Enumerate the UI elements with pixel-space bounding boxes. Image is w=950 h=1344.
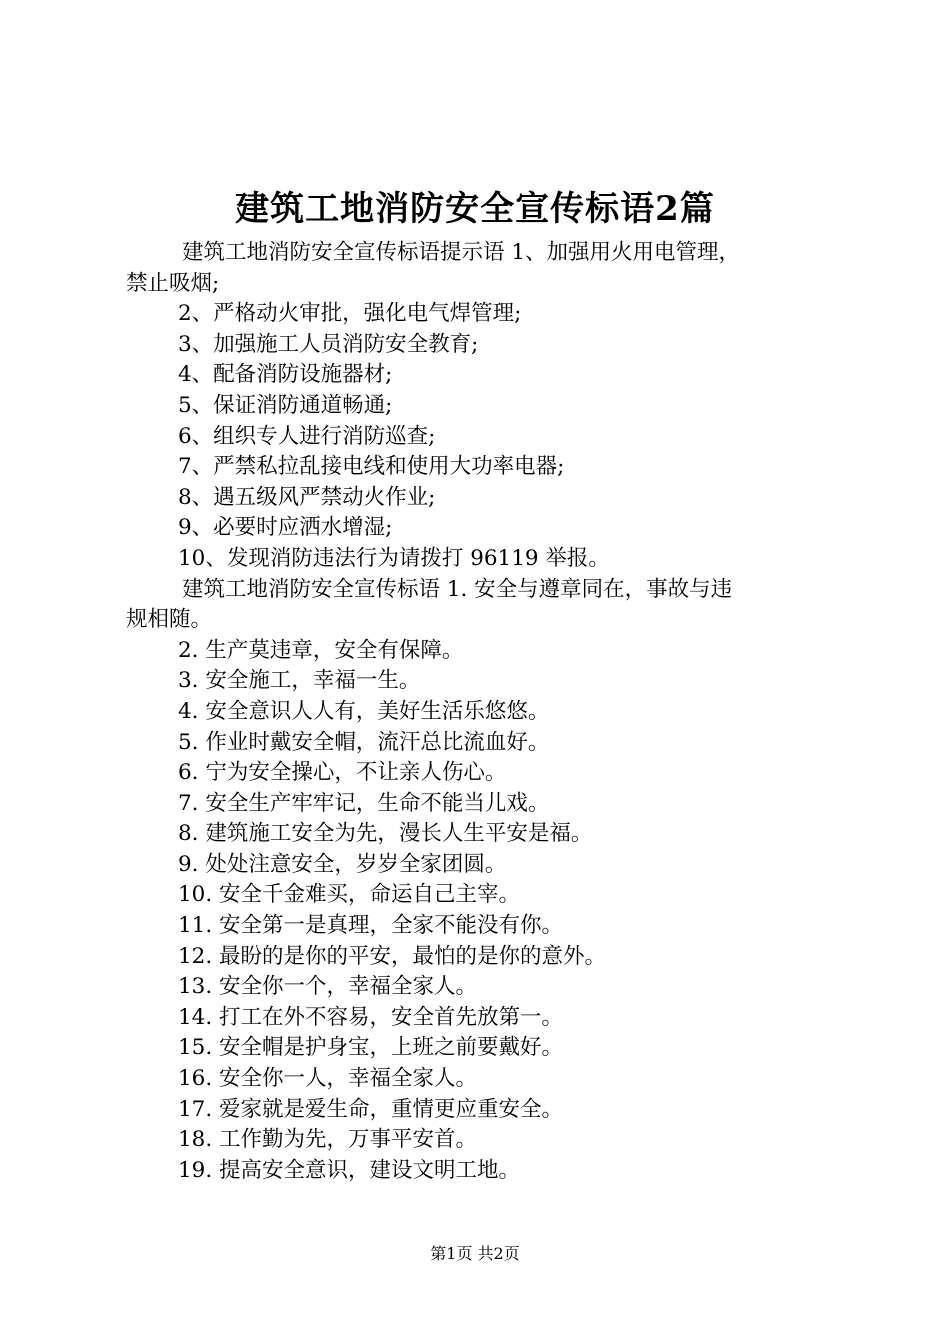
list-item: 14. 打工在外不容易，安全首先放第一。 [178, 1004, 564, 1030]
list-item: 6. 宁为安全操心，不让亲人伤心。 [178, 760, 507, 786]
list-item: 18. 工作勤为先，万事平安首。 [178, 1127, 478, 1153]
list-item: 17. 爱家就是爱生命，重情更应重安全。 [178, 1096, 564, 1122]
list-item: 13. 安全你一个，幸福全家人。 [178, 974, 478, 1000]
section2-intro-line1: 建筑工地消防安全宣传标语 1. 安全与遵章同在，事故与违 [182, 576, 733, 602]
list-item: 5、保证消防通道畅通; [178, 392, 393, 418]
list-item: 8、遇五级风严禁动火作业; [178, 484, 436, 510]
list-item: 8. 建筑施工安全为先，漫长人生平安是福。 [178, 821, 593, 847]
document-body [126, 238, 841, 1186]
list-item: 11. 安全第一是真理，全家不能没有你。 [178, 913, 564, 939]
list-item: 3、加强施工人员消防安全教育; [178, 331, 479, 357]
list-item: 16. 安全你一人，幸福全家人。 [178, 1066, 478, 1092]
list-item: 2. 生产莫违章，安全有保障。 [178, 637, 464, 663]
section1-intro-line1: 建筑工地消防安全宣传标语提示语 1、加强用火用电管理， [182, 240, 741, 265]
list-item: 4、配备消防设施器材; [178, 362, 393, 388]
list-item: 2、严格动火审批，强化电气焊管理; [178, 301, 522, 327]
list-item: 7、严禁私拉乱接电线和使用大功率电器; [178, 454, 565, 480]
list-item: 4. 安全意识人人有，美好生活乐悠悠。 [178, 698, 550, 724]
section2-intro-line2: 规相随。 [126, 607, 213, 633]
list-item: 6、组织专人进行消防巡查; [178, 423, 436, 449]
list-item: 9. 处处注意安全，岁岁全家团圆。 [178, 851, 507, 877]
list-item: 3. 安全施工，幸福一生。 [178, 668, 421, 694]
section1-intro-line2: 禁止吸烟; [126, 270, 220, 296]
document-title: 建筑工地消防安全宣传标语2篇 [235, 189, 715, 229]
page-footer: 第1页 共2页 [430, 1244, 520, 1263]
list-item: 12. 最盼的是你的平安，最怕的是你的意外。 [178, 943, 607, 969]
list-item: 19. 提高安全意识，建设文明工地。 [178, 1157, 521, 1183]
list-item: 15. 安全帽是护身宝，上班之前要戴好。 [178, 1035, 564, 1061]
list-item: 5. 作业时戴安全帽，流汗总比流血好。 [178, 729, 550, 755]
list-item: 7. 安全生产牢牢记，生命不能当儿戏。 [178, 790, 550, 816]
list-item: 9、必要时应洒水增湿; [178, 515, 393, 541]
list-item: 10、发现消防违法行为请拨打 96119 举报。 [178, 545, 610, 571]
list-item: 10. 安全千金难买，命运自己主宰。 [178, 882, 521, 908]
